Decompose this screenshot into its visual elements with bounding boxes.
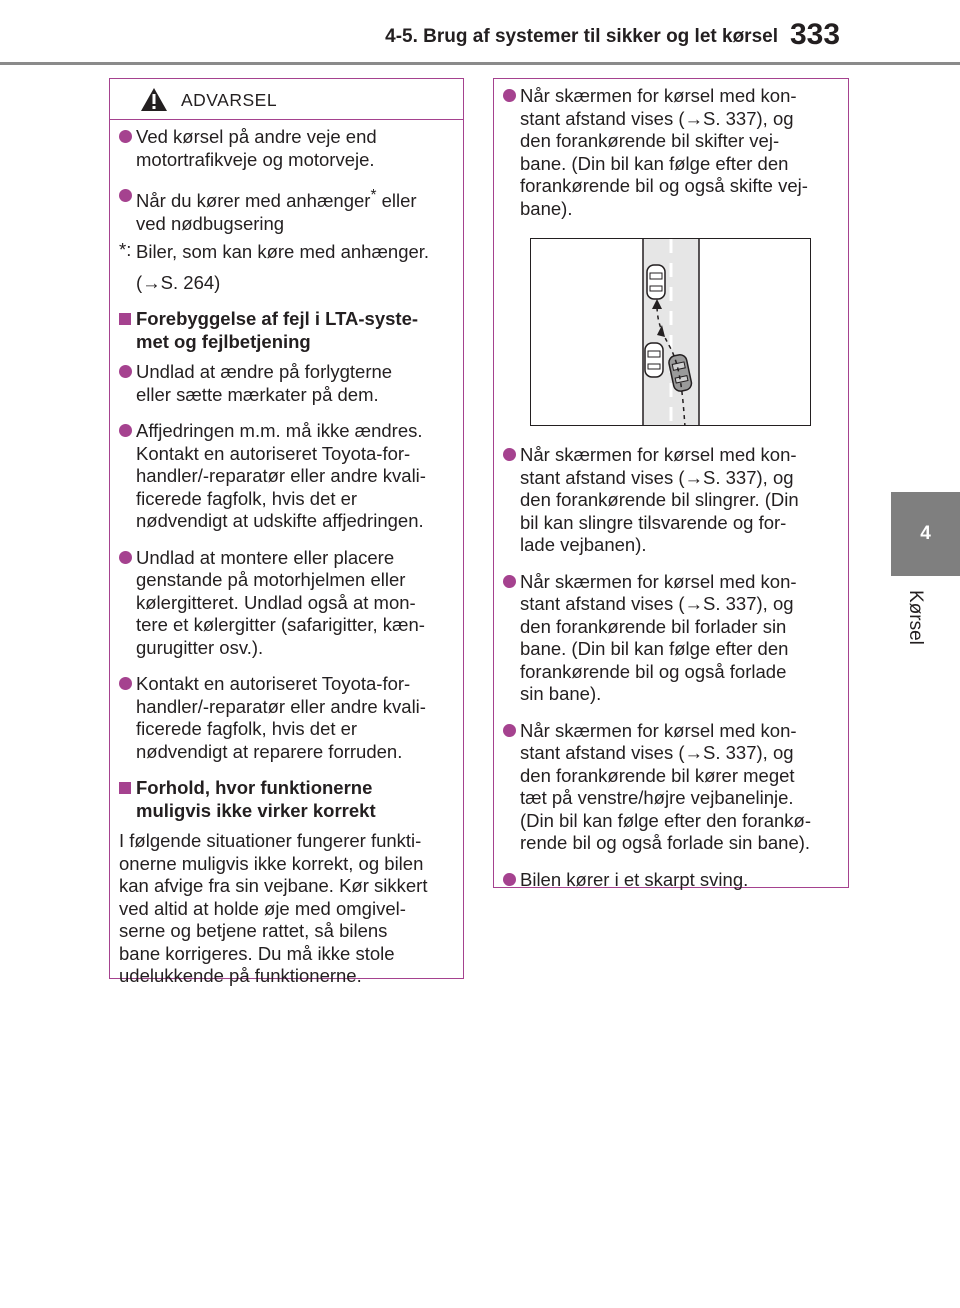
bullet-text-line2: ved nødbugsering xyxy=(136,212,285,234)
footnote-text: Biler, som kan køre med anhænger. xyxy=(136,241,430,263)
bullet-item xyxy=(503,85,838,220)
bullet-dot-icon xyxy=(503,575,516,588)
bullet-item xyxy=(503,869,838,892)
header-title: 4-5. Brug af systemer til sikker og let kørsel xyxy=(385,26,778,47)
bullet-text: Når du kører med anhænger xyxy=(136,190,371,212)
warning-title: ADVARSEL xyxy=(181,90,278,110)
bullet-text: Når skærmen for kørsel med kon- stant afstand vises (→S. 337), og den forankørende bil forlader sin bane. (Din bil kan følge efter den forankørende bil og også forlade sin bane). xyxy=(520,570,797,704)
bullet-item xyxy=(503,571,838,706)
bullet-item xyxy=(503,444,838,557)
heading-text: Forebyggelse af fejl i LTA-syste- met og fejlbetjening xyxy=(136,308,419,352)
bullet-dot-icon xyxy=(119,130,132,143)
header-rule xyxy=(0,62,960,65)
bullet-dot-icon xyxy=(503,448,516,461)
footnote-superscript: * xyxy=(370,187,377,204)
bullet-text-suffix: eller xyxy=(376,190,417,212)
bullet-dot-icon xyxy=(119,365,132,378)
chapter-label: Kørsel xyxy=(905,590,926,645)
bullet-text: Når skærmen for kørsel med kon- stant afstand vises (→S. 337), og den forankørende bil skifter vej- bane. (Din bil kan følge efter den forankørende bil og også skifte vej- bane). xyxy=(520,85,808,219)
heading-text: Forhold, hvor funktionerne muligvis ikke virker korrekt xyxy=(136,777,376,821)
bullet-item xyxy=(119,673,453,763)
leading-car-icon xyxy=(647,265,665,299)
bullet-dot-icon xyxy=(503,873,516,886)
warning-box-continued xyxy=(493,78,849,888)
lane-change-illustration xyxy=(530,238,811,426)
square-bullet-icon xyxy=(119,313,131,325)
bullet-dot-icon xyxy=(119,677,132,690)
bullet-text: Undlad at ændre på forlygterne eller sætte mærkater på dem. xyxy=(136,361,393,405)
bullet-dot-icon xyxy=(503,724,516,737)
bullet-dot-icon xyxy=(119,189,132,202)
square-bullet-icon xyxy=(119,782,131,794)
continued-content xyxy=(494,79,848,891)
bullet-item xyxy=(119,547,453,660)
bullet-item xyxy=(119,185,453,235)
footnote-mark: *: xyxy=(119,239,132,261)
bullet-text: Undlad at montere eller placere genstande på motorhjelmen eller kølergitteret. Undlad også at mon- tere et kølergitter (safarigitter, kæn- gurugitter osv.). xyxy=(136,546,425,658)
bullet-item xyxy=(119,126,453,171)
bullet-item xyxy=(503,720,838,855)
paragraph: I følgende situationer fungerer funkti- onerne muligvis ikke korrekt, og bilen kan afvige fra sin vejbane. Kør sikkert ved altid at holde øje med omgivel- serne og betjene rattet, så bilens bane korrigeres. Du må ikke stole udelukkende på funktionerne. xyxy=(119,830,428,987)
warning-content xyxy=(110,120,463,988)
bullet-text: Når skærmen for kørsel med kon- stant afstand vises (→S. 337), og den forankørende bil slingrer. (Din bil kan slingre tilsvarende og for- lade vejbanen). xyxy=(520,444,799,555)
bullet-dot-icon xyxy=(503,89,516,102)
bullet-item xyxy=(119,361,453,406)
bullet-item xyxy=(119,420,453,533)
warning-box xyxy=(109,78,464,987)
footnote xyxy=(119,241,453,294)
chapter-tab: 4 xyxy=(891,492,960,576)
leading-car-previous-icon xyxy=(645,343,663,377)
warning-header xyxy=(110,79,463,120)
section-heading xyxy=(119,308,453,353)
bullet-dot-icon xyxy=(119,424,132,437)
page-number: 333 xyxy=(790,18,841,51)
bullet-text: Når skærmen for kørsel med kon- stant afstand vises (→S. 337), og den forankørende bil kører meget tæt på venstre/højre vejbanelinje. (Din bil kan følge efter den forankø- rende bil og også forlade sin bane). xyxy=(520,719,811,853)
footnote-ref: (→S. 264) xyxy=(136,271,221,293)
lane-diagram xyxy=(531,239,811,426)
bullet-dot-icon xyxy=(119,551,132,564)
bullet-text: Affjedringen m.m. må ikke ændres. Kontakt en autoriseret Toyota-for- handler/-reparatør eller andre kvali- ficerede fagfolk, hvis det er nødvendigt at udskifte affjedringen. xyxy=(136,420,426,532)
bullet-text: Kontakt en autoriseret Toyota-for- handler/-reparatør eller andre kvali- ficerede fagfolk, hvis det er nødvendigt at reparere forruden. xyxy=(136,673,426,762)
bullet-text: Bilen kører i et skarpt sving. xyxy=(520,868,749,890)
section-heading xyxy=(119,777,453,822)
bullet-text: Ved kørsel på andre veje end motortrafikveje og motorveje. xyxy=(136,126,377,170)
warning-icon xyxy=(141,88,167,111)
